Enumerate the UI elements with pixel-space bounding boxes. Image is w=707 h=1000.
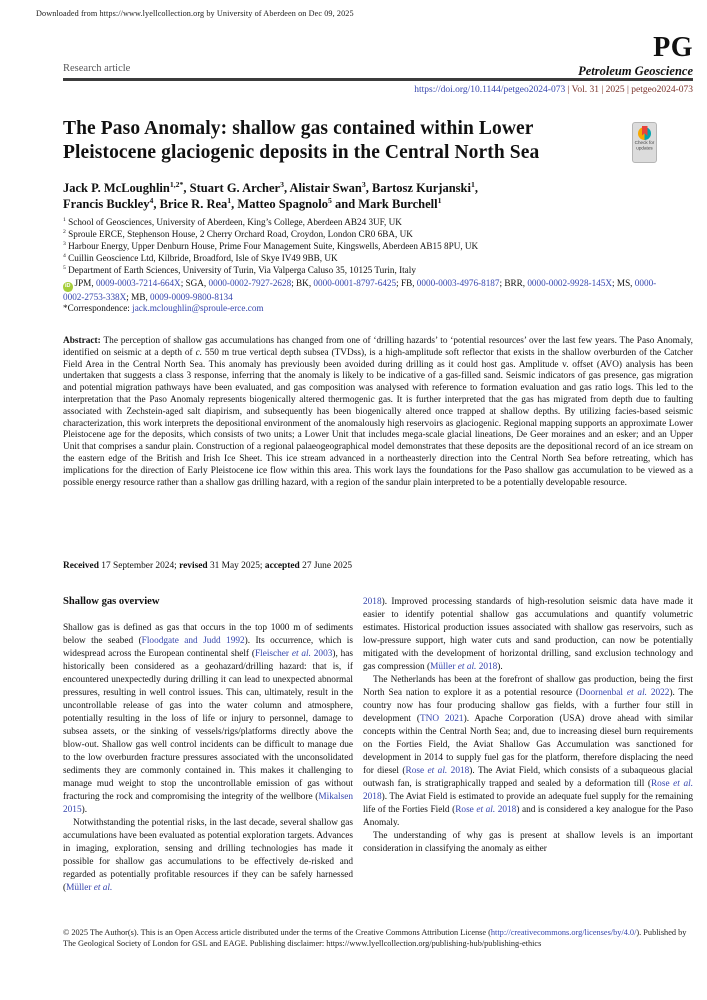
text-segment: | Vol. 31 | 2025 | petgeo2024-073	[565, 85, 693, 95]
affiliation-line	[63, 241, 675, 253]
abstract	[63, 336, 693, 489]
text-segment: © 2025 The Author(s). This is an Open Access article distributed under the terms of the Creative Commons Attribution License (	[63, 928, 491, 937]
inline-link[interactable]: http://creativecommons.org/licenses/by/4.0/	[490, 928, 637, 937]
inline-link[interactable]: 2018	[363, 792, 382, 802]
text-segment: 3	[280, 179, 284, 189]
inline-link[interactable]: 0009-0003-7214-664X	[95, 277, 181, 288]
inline-link[interactable]: 0000-0003-4976-8187	[416, 277, 500, 288]
inline-link[interactable]: Rose	[455, 805, 477, 815]
article-body	[63, 596, 693, 928]
inline-link[interactable]: jack.mcloughlin@sproule-erce.com	[132, 303, 264, 314]
journal-logo: PG	[653, 32, 693, 63]
received-dates	[63, 561, 693, 571]
text-segment: , Brice R. Rea	[153, 196, 228, 211]
inline-link[interactable]: 2018	[447, 766, 470, 776]
affiliation-line	[63, 217, 675, 229]
citation-line	[63, 85, 693, 95]
text-segment: ; MS,	[612, 277, 635, 288]
inline-link[interactable]: TNO 2021	[420, 714, 464, 724]
text-segment: ), has historically been considered as a geohazard/drilling hazard: that is, if encountered unexpectedly during drilling it can lead to unexpected abnormal pressures, resulting in well control issues. This can, ultimately, result in the uncontrollable release of gas into the water column and atmosphere, potentially resulting in the loss of life or injury to personnel, damage to subsea assets, or the sinking of vessels/rigs/platforms directly above the blow-out. Shallow gas well control incidents can be difficult to manage due to the low overburden fracture pressures associated with the unconsolidated sediments they are commonly contained in. This makes it challenging to manage mud weight to stop the uncontrollable emission of gas without fracturing the rock and compromising the integrity of the wellbore (	[63, 649, 354, 802]
text-segment: Cuillin Geoscience Ltd, Kilbride, Broadford, Isle of Skye IV49 9BB, UK	[65, 252, 338, 263]
text-segment: The perception of shallow gas accumulations has changed from one of ‘drilling hazards’ to ‘potential resources’ over the last few years. The Paso Anomaly, identified on seismic at a depth of	[63, 336, 693, 358]
text-segment: ).	[497, 662, 503, 672]
journal-masthead	[63, 34, 693, 78]
text-segment: Jack P. McLoughlin	[63, 181, 170, 195]
left-column	[63, 596, 353, 928]
inline-link[interactable]: 0009-0009-9800-8134	[150, 291, 233, 302]
inline-link[interactable]: 2022	[647, 688, 670, 698]
text-segment: 4	[149, 195, 154, 205]
text-segment: ; FB,	[396, 277, 417, 288]
text-segment: ). The country now has four producing shallow gas fields, with a further four still in development (	[363, 688, 693, 724]
inline-link[interactable]: https://doi.org/10.1144/petgeo2024-073	[414, 85, 566, 95]
text-segment: Harbour Energy, Upper Denburn House, Prime Four Management Suite, Kingswells, Aberdeen AB15 8PU, UK	[65, 240, 479, 251]
text-segment: , Matteo Spagnolo	[231, 196, 329, 211]
inline-link[interactable]: 2018	[495, 805, 517, 815]
text-segment: ). Published by The Geological Society of London for GSL and EAGE. Publishing disclaimer: https://www.lyellcollection.org/publishing-hub/publishing-ethics	[63, 928, 687, 948]
text-segment: ). Its occurrence, which is widespread across the European continental shelf (	[63, 636, 353, 659]
text-segment: accepted	[264, 561, 300, 571]
text-segment: 3	[361, 179, 366, 189]
text-segment: *Correspondence:	[63, 303, 133, 314]
text-segment: JPM,	[74, 277, 96, 288]
article-title: The Paso Anomaly: shallow gas contained within Lower Pleistocene glaciogenic deposits in the Central North Sea	[63, 118, 540, 163]
text-segment: 1,2*	[169, 179, 184, 189]
body-paragraph	[363, 830, 693, 856]
section-heading: Shallow gas overview	[63, 596, 160, 607]
text-segment: ). The Aviat Field is estimated to provide an adequate fuel supply for the remaining life of the Forties Field (	[363, 792, 693, 815]
download-notice: Downloaded from https://www.lyellcollection.org by University of Aberdeen on Dec 09, 2025	[36, 9, 354, 18]
text-segment: 1	[227, 195, 232, 205]
body-paragraph	[63, 817, 353, 895]
text-segment: 5	[63, 264, 66, 271]
inline-link[interactable]: 2018	[476, 662, 498, 672]
affiliation-line	[63, 253, 675, 265]
text-segment: 2	[63, 228, 66, 235]
affiliations	[63, 217, 675, 277]
text-segment: revised	[179, 561, 208, 571]
inline-link[interactable]: et al.	[93, 883, 113, 893]
text-segment: 3	[63, 240, 66, 247]
inline-link[interactable]: Müller	[66, 883, 94, 893]
text-segment: and Mark Burchell	[331, 196, 438, 211]
text-segment: 1	[437, 195, 442, 205]
check-for-updates-badge[interactable]	[632, 122, 657, 163]
orcid-ids	[63, 278, 656, 302]
text-segment: Sproule ERCE, Stephenson House, 2 Cherry Orchard Road, Croydon, London CR0 6BA, UK	[65, 228, 413, 239]
inline-link[interactable]: Mikalsen 2015	[63, 792, 353, 815]
orcid-line	[63, 278, 675, 304]
inline-link[interactable]: et al.	[673, 779, 693, 789]
text-segment: ; SGA,	[180, 277, 209, 288]
text-segment: Francis Buckley	[63, 196, 150, 211]
text-segment: , Bartosz Kurjanski	[365, 181, 471, 195]
text-segment: , Stuart G. Archer	[183, 181, 281, 195]
author-list	[63, 181, 643, 212]
text-segment: ). The Aviat Field, which consists of a subaqueous glacial outwash fan, is stratigraphically trapped and sealed by a deformation till (	[363, 766, 693, 789]
inline-link[interactable]: 0000-0002-9928-145X	[527, 277, 613, 288]
license-footer	[63, 927, 693, 949]
text-segment: Notwithstanding the potential risks, in the last decade, several shallow gas accumulations have been evaluated as potential exploration targets. Advances in imaging, exploration, sensing and drilling technologies has made it possible for shallow gas accumulations to be effectively de-risked and regarded as potentially profitable resources if they can be safely harnessed (	[63, 818, 353, 893]
text-segment: ; BK,	[291, 277, 314, 288]
inline-link[interactable]: et al.	[626, 688, 647, 698]
inline-link[interactable]: 2018	[363, 597, 382, 607]
body-paragraph	[363, 674, 693, 830]
inline-link[interactable]: Doornenbal	[579, 688, 627, 698]
inline-link[interactable]: Müller	[430, 662, 458, 672]
text-segment: 1	[470, 179, 475, 189]
front-matter	[63, 217, 675, 315]
inline-link[interactable]: Floodgate and Judd 1992	[141, 636, 245, 646]
text-segment: ) and is considered a key analogue for the Paso Anomaly.	[363, 805, 693, 828]
inline-link[interactable]: et al.	[457, 662, 477, 672]
right-column	[363, 596, 693, 928]
text-segment: 27 June 2025	[299, 561, 353, 571]
text-segment: ).	[81, 805, 88, 815]
journal-name: Petroleum Geoscience	[578, 64, 693, 78]
text-segment: ,	[474, 181, 478, 195]
body-paragraph	[63, 622, 353, 817]
text-segment: Department of Earth Sciences, University of Turin, Via Valperga Caluso 35, 10125 Turin, Italy	[65, 264, 416, 275]
text-segment: 5	[328, 195, 332, 205]
crossmark-logo-icon	[638, 127, 651, 140]
text-segment: c.	[195, 347, 203, 358]
text-segment: ; MB,	[126, 291, 151, 302]
inline-link[interactable]: 0000-0002-7927-2628	[208, 277, 292, 288]
inline-link[interactable]: 0000-0001-8797-6425	[313, 277, 397, 288]
text-segment: 31 May 2025;	[207, 561, 265, 571]
body-paragraph	[363, 596, 693, 674]
text-segment: The understanding of why gas is present at shallow levels is an important consideration in classifying the anomaly as either	[363, 831, 693, 854]
inline-link[interactable]: Fleischer	[254, 649, 292, 659]
text-segment: Shallow gas is defined as gas that occurs in the top 1000 m of sediments below the seabed (	[63, 623, 353, 646]
text-segment: ). Improved processing standards of high-resolution seismic data have made it easier to identify potential shallow gas accumulations and quantify volumetric estimates. Historical production issues associated with shallow gas reservoirs, such as low-pressure support, high water cuts and sand production, can now be potentially mitigated with the development of horizontal drilling, sand exclusion technology and gas compression (	[363, 597, 693, 672]
inline-link[interactable]: Rose	[650, 779, 674, 789]
text-segment: 17 September 2024;	[98, 561, 180, 571]
affiliation-line	[63, 265, 675, 277]
text-segment: School of Geosciences, University of Aberdeen, King’s College, Aberdeen AB24 3UF, UK	[65, 217, 402, 227]
inline-link[interactable]: Rose	[405, 766, 428, 776]
orcid-icon: iD	[63, 282, 73, 292]
inline-link[interactable]: 2003	[310, 649, 333, 659]
text-segment: 1	[63, 216, 66, 223]
affiliation-line	[63, 229, 675, 241]
header-divider	[63, 78, 693, 81]
inline-link[interactable]: et al.	[427, 766, 448, 776]
text-segment: 550 m true vertical depth subsea (TVDss), is a high-amplitude soft reflector that exists in the shallow overburden of the Catcher Field Area in the Central North Sea. This anomaly has previously been avoided during drilling as it could host gas. Amplitude v. offset (AVO) analysis has been undertaken that suggests a class 3 response, inferring that the anomaly is likely to be indicative of a gas-filled sand. Seismic indicators of gas presence, gas migration and potential migration pathways have been evaluated, and gas composition was analysed with reference to formation evaluation and gas ratio logs. This led to the interpretation that the Paso Anomaly represents biogenically altered thermogenic gas. It is further interpreted that the gas has migrated from depth due to faulting associated with Zechstein-aged salt diapirism, and subsequently has been biogenically altered once trapped at shallow depths. By utilizing facies-based seismic characterization, this work interprets the depositional environment of the anomalously high reservoirs as glaciogenic. Regional mapping supports an approximate Lower Pleistocene age for the deposits, which consists of two units; a Lower Unit that includes mega-scale glacial lineations, De Geer moraines and an esker; and an Upper Unit that comprises a sandur plain. Construction of a regional palaeogeographical model demonstrates that these deposits are the depositional record of an ice stream on the eastern edge of the British and Irish Ice Sheet. This ice stream advanced in a northeasterly direction into the Central North Sea before retreating, which has implications for the direction of Early Pleistocene ice flow within this area. This work lays the foundations for the Paso shallow gas accumulation to be viewed as a possible energy resource rather than a shallow gas drilling hazard, with a region of the sandur plain interpreted to be a potentially developable resource.	[63, 347, 693, 488]
article-type-label: Research article	[63, 63, 131, 74]
text-segment: ; BRR,	[499, 277, 528, 288]
text-segment: Received	[63, 561, 99, 571]
crossmark-label: Check for updates	[634, 140, 655, 152]
inline-link[interactable]: et al.	[476, 805, 496, 815]
text-segment: 4	[63, 252, 66, 259]
text-segment: ). Apache Corporation (USA) drove ahead with similar concepts within the Central North Sea; and, due to increasing diesel burn requirements on the Forties Field, the Aviat Shallow Gas Accumulation was sanctioned for development in 2014 to supply fuel gas for the platform, therefore displacing the need for diesel (	[363, 714, 693, 776]
text-segment: The Netherlands has been at the forefront of shallow gas production, being the first North Sea nation to explore it as a potential resource (	[363, 675, 693, 698]
inline-link[interactable]: et al.	[291, 649, 311, 659]
text-segment: Abstract:	[63, 336, 104, 346]
text-segment: , Alistair Swan	[283, 181, 362, 195]
correspondence-line	[63, 303, 675, 315]
inline-link[interactable]: 0000-0002-2753-338X	[63, 277, 657, 302]
